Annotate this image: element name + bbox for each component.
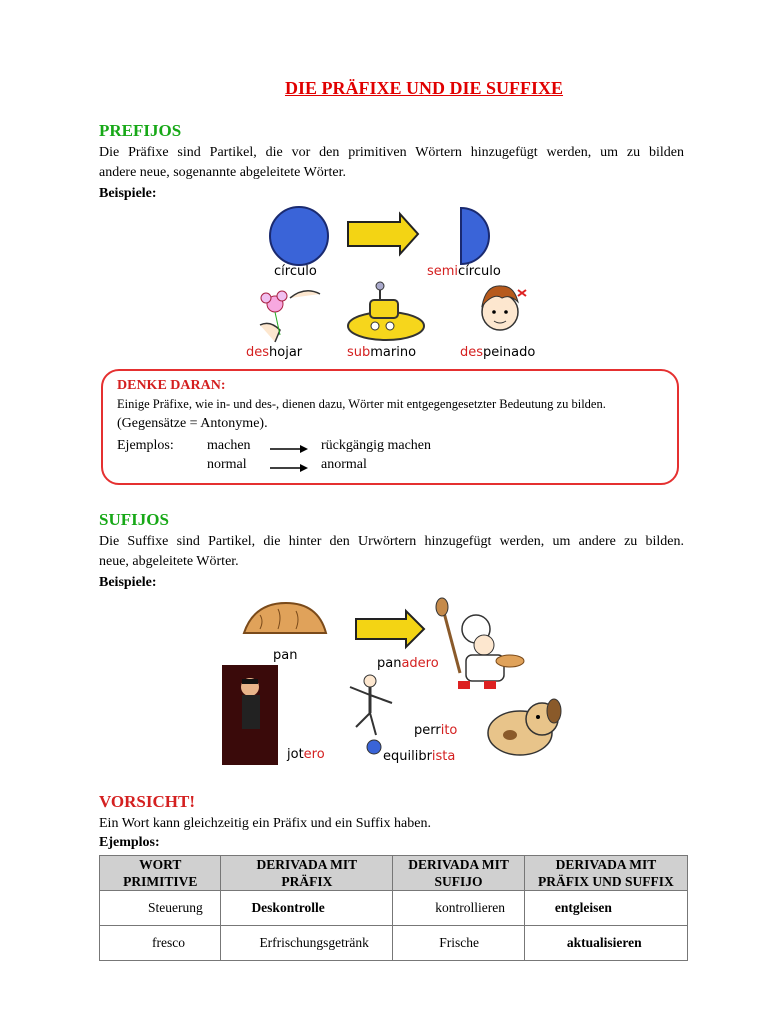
table-cell: entgleisen (524, 891, 687, 926)
label-equilibrista: equilibrista (383, 749, 456, 764)
boy-icon (482, 286, 526, 330)
sufijos-examples-label: Beispiele: (99, 575, 157, 590)
prefijos-line-2: andere neue, sogenannte abgeleitete Wörter. (99, 165, 346, 180)
label-panadero: panadero (377, 656, 439, 671)
sufijos-line-2: neue, abgeleitete Wörter. (99, 554, 239, 569)
arrow-icon (270, 463, 310, 473)
sufijos-line-1: Die Suffixe sind Partikel, die hinter den Urwörtern hinzugefügt werden, um andere zu bilden. (99, 534, 684, 549)
arrow-right-icon (348, 214, 418, 254)
bread-icon (244, 603, 326, 633)
vorsicht-heading: VORSICHT! (99, 792, 196, 811)
table-header-cell: DERIVADA MIT SUFIJO (393, 856, 525, 891)
remember-line-1: Einige Präfixe, wie in- und des-, dienen dazu, Wörter mit entgegengesetzter Bedeutung zu bilden. (117, 397, 606, 411)
prefijos-examples-label: Beispiele: (99, 186, 157, 201)
label-despeinado: despeinado (460, 345, 536, 360)
label-jotero: jotero (287, 747, 325, 762)
vorsicht-line-1: Ein Wort kann gleichzeitig ein Präfix und ein Suffix haben. (99, 816, 431, 831)
suffix-illustrations (220, 595, 580, 770)
prefijos-paragraph (99, 143, 684, 183)
table-header-cell: DERIVADA MIT PRÄFIX UND SUFFIX (524, 856, 687, 891)
table-cell: Erfrischungsgetränk (221, 926, 393, 961)
arrow-icon (270, 444, 310, 454)
label-circulo: círculo (274, 264, 317, 279)
label-deshojar: deshojar (246, 345, 303, 360)
label-pan: pan (273, 648, 298, 663)
remember-examples-label: Ejemplos: (117, 438, 174, 453)
table-cell: Deskontrolle (221, 891, 393, 926)
table-header-cell: WORT PRIMITIVE (100, 856, 221, 891)
table-cell: kontrollieren (393, 891, 525, 926)
table-header-row (100, 856, 688, 891)
table-cell: aktualisieren (524, 926, 687, 961)
vorsicht-examples-label: Ejemplos: (99, 835, 160, 850)
acrobat-icon (350, 675, 392, 754)
sufijos-paragraph (99, 532, 684, 572)
page-title: DIE PRÄFIXE UND DIE SUFFIXE (284, 78, 564, 98)
flower-hand-icon (260, 291, 320, 342)
remember-from-1: machen (207, 438, 251, 453)
remember-heading: DENKE DARAN: (117, 378, 226, 393)
table-cell: Frische (393, 926, 525, 961)
remember-to-2: anormal (321, 457, 367, 472)
table-cell: fresco (100, 926, 221, 961)
dog-icon (488, 699, 561, 755)
remember-content (117, 378, 677, 432)
circle-icon (270, 207, 328, 265)
table-header-cell: DERIVADA MIT PRÄFIX (221, 856, 393, 891)
table-row (100, 926, 688, 961)
remember-from-2: normal (207, 457, 247, 472)
prefijos-heading: PREFIJOS (99, 121, 182, 140)
sufijos-heading: SUFIJOS (99, 510, 169, 529)
remember-to-1: rückgängig machen (321, 438, 432, 453)
label-perrito: perrito (414, 723, 458, 738)
table-row (100, 891, 688, 926)
label-submarino: submarino (347, 345, 417, 360)
submarine-icon (348, 282, 424, 340)
dancer-photo (222, 665, 278, 765)
baker-icon (436, 598, 524, 689)
semicircle-icon (461, 208, 489, 264)
table-cell: Steuerung (100, 891, 221, 926)
prefijos-line-1: Die Präfixe sind Partikel, die vor den primitiven Wörtern hinzugefügt werden, um zu bilden (99, 145, 684, 160)
label-semicirculo: semicírculo (427, 264, 501, 279)
remember-line-2: (Gegensätze = Antonyme). (117, 416, 268, 431)
derivation-table (99, 855, 688, 961)
arrow-right-icon (356, 611, 424, 647)
